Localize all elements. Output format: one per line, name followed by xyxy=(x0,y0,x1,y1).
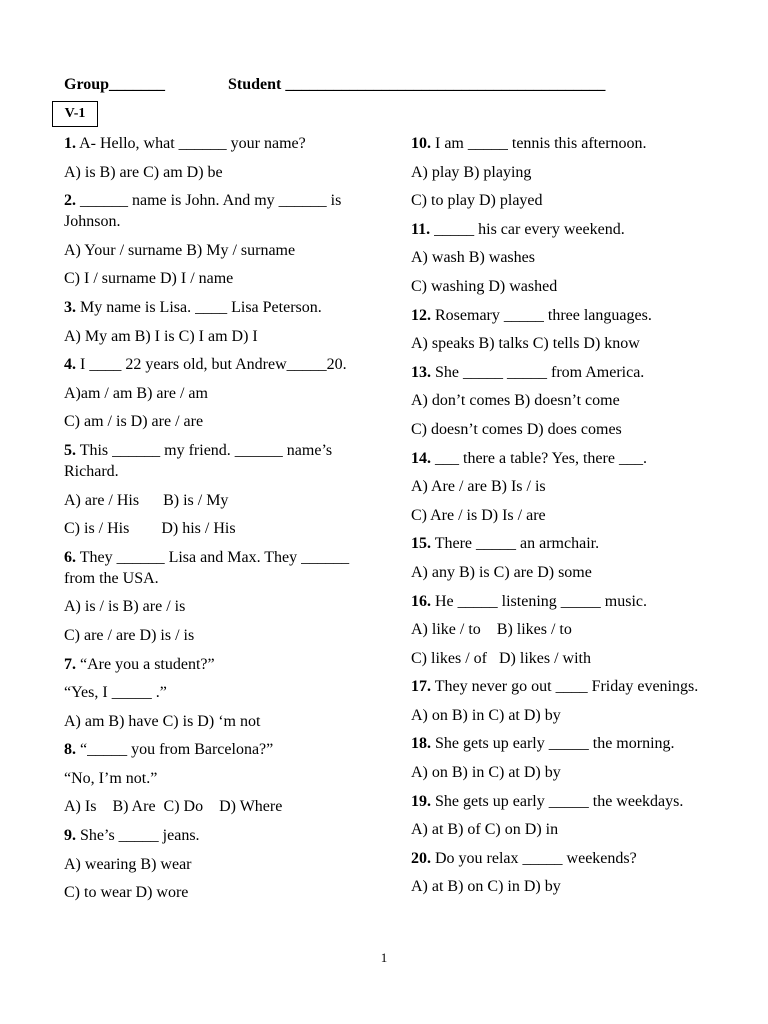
answer-options xyxy=(64,882,364,903)
question xyxy=(64,739,364,760)
answer-options xyxy=(411,419,731,440)
answer-options xyxy=(411,876,731,897)
answer-options xyxy=(411,648,731,669)
answer-options xyxy=(411,390,731,411)
option-text: A) play B) playing xyxy=(411,163,532,181)
question-number: 15. xyxy=(411,535,431,553)
question-number: 18. xyxy=(411,735,431,753)
option-text: A) at B) on C) in D) by xyxy=(411,878,561,896)
question-text: ______ name is John. And my ______ is Johnson. xyxy=(64,192,342,231)
answer-options xyxy=(64,625,364,646)
option-text: A) on B) in C) at D) by xyxy=(411,706,561,724)
answer-options xyxy=(64,711,364,732)
option-text: C) I / surname D) I / name xyxy=(64,270,234,288)
question-text: “_____ you from Barcelona?” xyxy=(76,741,274,759)
option-text: A) wearing B) wear xyxy=(64,855,192,873)
question xyxy=(411,133,731,154)
left-column xyxy=(64,133,364,911)
question-text: He _____ listening _____ music. xyxy=(431,592,647,610)
student-field: Student ________________________________________ xyxy=(228,76,606,93)
question xyxy=(64,547,364,589)
question-text: Do you relax _____ weekends? xyxy=(431,849,637,867)
question-text: I ____ 22 years old, but Andrew_____20. xyxy=(76,356,347,374)
question xyxy=(64,354,364,375)
answer-options xyxy=(64,490,364,511)
option-text: A) Your / surname B) My / surname xyxy=(64,241,296,259)
option-text: A) My am B) I is C) I am D) I xyxy=(64,327,258,345)
variant-label: V-1 xyxy=(64,106,86,121)
question-number: 20. xyxy=(411,849,431,867)
option-text: C) to wear D) wore xyxy=(64,884,189,902)
answer-options xyxy=(411,162,731,183)
question xyxy=(411,305,731,326)
answer-options xyxy=(64,326,364,347)
option-text: C) am / is D) are / are xyxy=(64,413,204,431)
option-text: A) Is B) Are C) Do D) Where xyxy=(64,798,283,816)
answer-options xyxy=(64,162,364,183)
option-text: C) to play D) played xyxy=(411,192,543,210)
question-number: 10. xyxy=(411,135,431,152)
question-text: They never go out ____ Friday evenings. xyxy=(431,678,699,696)
question-number: 8. xyxy=(64,741,76,759)
question-text: My name is Lisa. ____ Lisa Peterson. xyxy=(76,298,322,316)
question-text: Rosemary _____ three languages. xyxy=(431,306,652,324)
option-text: A) is B) are C) am D) be xyxy=(64,163,223,181)
answer-options xyxy=(64,518,364,539)
question-text: She _____ _____ from America. xyxy=(431,363,645,381)
answer-options xyxy=(64,768,364,789)
question-number: 17. xyxy=(411,678,431,696)
right-column xyxy=(411,133,731,905)
option-text: C) doesn’t comes D) does comes xyxy=(411,420,622,438)
option-text: A) on B) in C) at D) by xyxy=(411,764,561,782)
option-text: C) are / are D) is / is xyxy=(64,626,195,644)
question xyxy=(411,448,731,469)
question-number: 11. xyxy=(411,220,431,238)
question-text: They ______ Lisa and Max. They ______ from the USA. xyxy=(64,548,350,587)
answer-options xyxy=(64,796,364,817)
answer-options xyxy=(64,854,364,875)
answer-options xyxy=(411,476,731,497)
question-number: 5. xyxy=(64,441,76,459)
question xyxy=(64,654,364,675)
question xyxy=(411,733,731,754)
option-text: “No, I’m not.” xyxy=(64,769,158,787)
question xyxy=(411,533,731,554)
answer-options xyxy=(64,411,364,432)
option-text: A) am B) have C) is D) ‘m not xyxy=(64,712,261,730)
option-text: A) don’t comes B) doesn’t come xyxy=(411,392,620,410)
question-number: 16. xyxy=(411,592,431,610)
question-text: I am _____ tennis this afternoon. xyxy=(431,135,647,152)
question-number: 6. xyxy=(64,548,76,566)
question-number: 9. xyxy=(64,827,76,845)
question-number: 3. xyxy=(64,298,76,316)
option-text: C) likes / of D) likes / with xyxy=(411,649,591,667)
question-text: A- Hello, what ______ your name? xyxy=(76,135,306,152)
option-text: A) any B) is C) are D) some xyxy=(411,563,592,581)
variant-box xyxy=(52,101,98,127)
option-text: A) is / is B) are / is xyxy=(64,598,186,616)
question-number: 13. xyxy=(411,363,431,381)
question-text: “Are you a student?” xyxy=(76,655,215,673)
answer-options xyxy=(64,268,364,289)
question-text: She gets up early _____ the weekdays. xyxy=(431,792,684,810)
option-text: C) washing D) washed xyxy=(411,277,558,295)
question-text: She gets up early _____ the morning. xyxy=(431,735,675,753)
question-text: ___ there a table? Yes, there ___. xyxy=(431,449,647,467)
option-text: A)am / am B) are / am xyxy=(64,384,208,402)
question-number: 19. xyxy=(411,792,431,810)
option-text: C) is / His D) his / His xyxy=(64,520,236,538)
answer-options xyxy=(411,505,731,526)
answer-options xyxy=(411,190,731,211)
question-number: 4. xyxy=(64,356,76,374)
question-number: 7. xyxy=(64,655,76,673)
answer-options xyxy=(411,247,731,268)
answer-options xyxy=(64,240,364,261)
answer-options xyxy=(411,705,731,726)
header xyxy=(64,76,606,94)
question-number: 2. xyxy=(64,192,76,210)
question-number: 14. xyxy=(411,449,431,467)
question xyxy=(64,190,364,232)
option-text: A) are / His B) is / My xyxy=(64,491,229,509)
option-text: “Yes, I _____ .” xyxy=(64,684,167,702)
question xyxy=(64,133,364,154)
question xyxy=(411,219,731,240)
question xyxy=(411,362,731,383)
answer-options xyxy=(64,383,364,404)
question xyxy=(411,676,731,697)
option-text: C) Are / is D) Is / are xyxy=(411,506,546,524)
question-text: She’s _____ jeans. xyxy=(76,827,200,845)
answer-options xyxy=(64,682,364,703)
option-text: A) at B) of C) on D) in xyxy=(411,821,559,839)
group-field: Group_______ xyxy=(64,76,166,93)
question-text: This ______ my friend. ______ name’s Richard. xyxy=(64,441,333,480)
question xyxy=(64,825,364,846)
answer-options xyxy=(411,819,731,840)
question-number: 1. xyxy=(64,135,76,152)
question-text: There _____ an armchair. xyxy=(431,535,600,553)
answer-options xyxy=(64,596,364,617)
page-number: 1 xyxy=(380,950,388,965)
question xyxy=(64,440,364,482)
option-text: A) speaks B) talks C) tells D) know xyxy=(411,335,640,353)
answer-options xyxy=(411,619,731,640)
answer-options xyxy=(411,276,731,297)
question xyxy=(64,297,364,318)
question xyxy=(411,791,731,812)
question-number: 12. xyxy=(411,306,431,324)
answer-options xyxy=(411,333,731,354)
option-text: A) Are / are B) Is / is xyxy=(411,478,546,496)
question xyxy=(411,591,731,612)
question xyxy=(411,848,731,869)
option-text: A) wash B) washes xyxy=(411,249,535,267)
question-text: _____ his car every weekend. xyxy=(430,220,625,238)
option-text: A) like / to B) likes / to xyxy=(411,621,572,639)
answer-options xyxy=(411,762,731,783)
answer-options xyxy=(411,562,731,583)
